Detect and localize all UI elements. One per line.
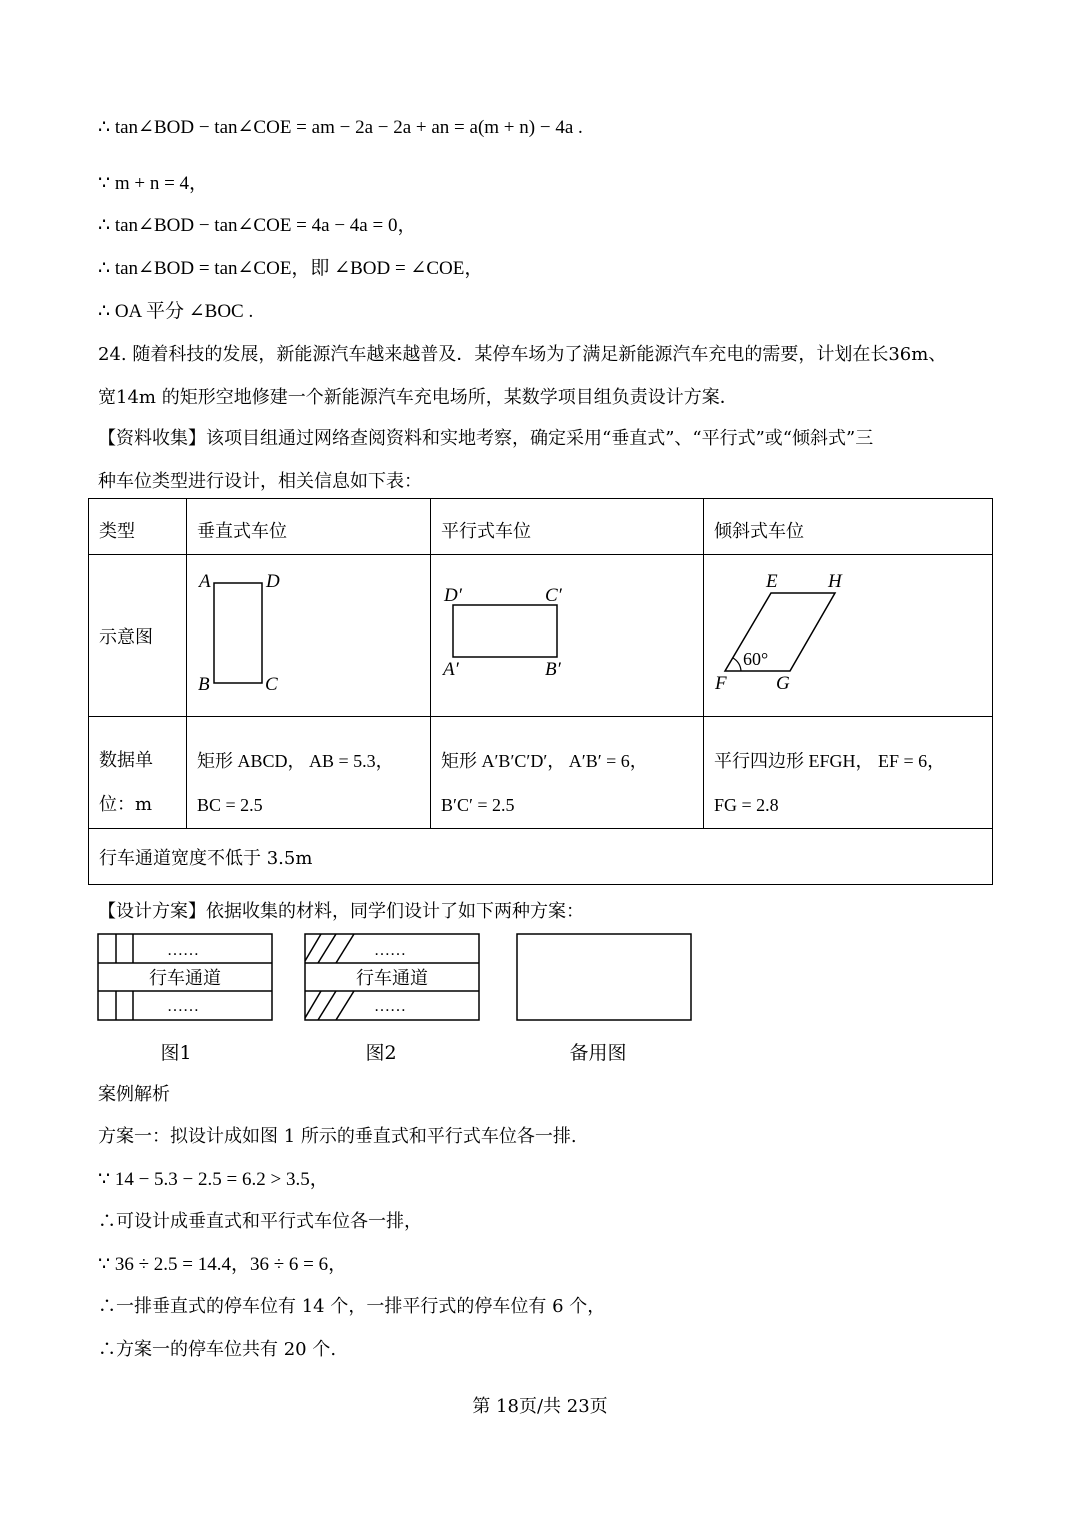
vertical-data-2: BC = 2.5 xyxy=(197,795,263,815)
analysis-line-5: ∴一排垂直式的停车位有 14 个，一排平行式的停车位有 6 个， xyxy=(98,1296,606,1317)
angle-60-label: 60° xyxy=(743,649,769,669)
label-a: A xyxy=(199,571,211,592)
fig1-bottom-dots: …… xyxy=(167,998,199,1015)
analysis-line-4: ∵ 36 ÷ 2.5 = 14.4，36 ÷ 6 = 6， xyxy=(98,1254,348,1275)
table-diagram-row xyxy=(89,555,993,717)
oblique-data-1: 平行四边形 EFGH， EF = 6， xyxy=(714,751,946,771)
vertical-diagram-cell xyxy=(187,555,431,717)
table-header-row xyxy=(89,499,993,555)
parallel-diagram-cell xyxy=(431,555,704,717)
lane-width-note: 行车通道宽度不低于 3.5m xyxy=(89,829,993,885)
oblique-data-2: FG = 2.8 xyxy=(714,795,779,815)
vertical-data-1: 矩形 ABCD， AB = 5.3， xyxy=(197,751,394,771)
spare-figure-caption: 备用图 xyxy=(569,1042,627,1064)
spare-figure xyxy=(516,933,693,1023)
figure-1-caption: 图1 xyxy=(160,1042,192,1064)
proof-line-1: ∴ tan∠BOD − tan∠COE = am − 2a − 2a + an = a(m + n) − 4a . xyxy=(98,117,583,138)
analysis-line-6: ∴方案一的停车位共有 20 个. xyxy=(98,1339,337,1360)
unit-label-1: 数据单 xyxy=(99,750,153,771)
parallel-data-2: B′C′ = 2.5 xyxy=(441,795,515,815)
label-b-prime: B′ xyxy=(545,659,561,680)
fig1-top-dots: …… xyxy=(167,942,199,959)
proof-line-5: ∴ OA 平分 ∠BOC . xyxy=(98,301,254,322)
problem-line-3: 【资料收集】该项目组通过网络查阅资料和实地考察，确定采用“垂直式”、“平行式”或“倾斜式”三 xyxy=(98,428,874,449)
fig2-top-dots: …… xyxy=(374,942,406,959)
label-h: H xyxy=(828,571,842,592)
header-oblique: 倾斜式车位 xyxy=(704,499,993,555)
problem-line-1: 24. 随着科技的发展，新能源汽车越来越普及．某停车场为了满足新能源汽车充电的需要，计划在长36m、 xyxy=(98,344,947,365)
figure-2-caption: 图2 xyxy=(365,1042,397,1064)
header-vertical: 垂直式车位 xyxy=(187,499,431,555)
fig2-lane-label: 行车通道 xyxy=(356,968,428,988)
design-intro: 【设计方案】依据收集的材料，同学们设计了如下两种方案： xyxy=(98,901,584,922)
proof-line-2: ∵ m + n = 4， xyxy=(98,173,209,194)
label-c: C xyxy=(265,674,278,695)
label-d: D xyxy=(266,571,280,592)
unit-label-2: 位：m xyxy=(99,794,153,815)
parking-type-table xyxy=(88,498,993,885)
label-b: B xyxy=(198,674,210,695)
table-note-row xyxy=(89,829,993,885)
problem-line-2: 宽14m 的矩形空地修建一个新能源汽车充电场所，某数学项目组负责设计方案． xyxy=(98,387,738,408)
label-g: G xyxy=(776,673,790,694)
analysis-line-3: ∴可设计成垂直式和平行式车位各一排， xyxy=(98,1211,422,1232)
vertical-data-cell xyxy=(187,717,431,829)
analysis-line-1: 方案一：拟设计成如图 1 所示的垂直式和平行式车位各一排. xyxy=(98,1126,577,1147)
label-e: E xyxy=(766,571,778,592)
header-parallel: 平行式车位 xyxy=(431,499,704,555)
label-f: F xyxy=(715,673,727,694)
unit-label-cell xyxy=(89,717,187,829)
vertical-rectangle-diagram xyxy=(187,555,430,711)
proof-line-3: ∴ tan∠BOD − tan∠COE = 4a − 4a = 0， xyxy=(98,215,417,236)
label-c-prime: C′ xyxy=(545,585,562,606)
diagram-label: 示意图 xyxy=(89,555,187,717)
table-data-row xyxy=(89,717,993,829)
fig1-lane-label: 行车通道 xyxy=(149,968,221,988)
oblique-parallelogram-diagram xyxy=(704,555,992,711)
parallel-data-1: 矩形 A′B′C′D′， A′B′ = 6， xyxy=(441,751,648,771)
fig2-bottom-dots: …… xyxy=(374,998,406,1015)
oblique-diagram-cell xyxy=(704,555,993,717)
analysis-line-2: ∵ 14 − 5.3 − 2.5 = 6.2 > 3.5， xyxy=(98,1169,329,1190)
problem-line-4: 种车位类型进行设计，相关信息如下表： xyxy=(98,471,422,492)
label-a-prime: A′ xyxy=(443,659,459,680)
parallel-rectangle-diagram xyxy=(431,555,703,711)
page-footer: 第 18页/共 23页 xyxy=(472,1396,608,1417)
figure-1-plan xyxy=(97,933,274,1023)
analysis-title: 案例解析 xyxy=(98,1084,170,1105)
header-type: 类型 xyxy=(89,499,187,555)
parallel-data-cell xyxy=(431,717,704,829)
figure-2-plan xyxy=(304,933,481,1023)
proof-line-4: ∴ tan∠BOD = tan∠COE，即 ∠BOD = ∠COE， xyxy=(98,258,484,279)
oblique-data-cell xyxy=(704,717,993,829)
label-d-prime: D′ xyxy=(444,585,462,606)
